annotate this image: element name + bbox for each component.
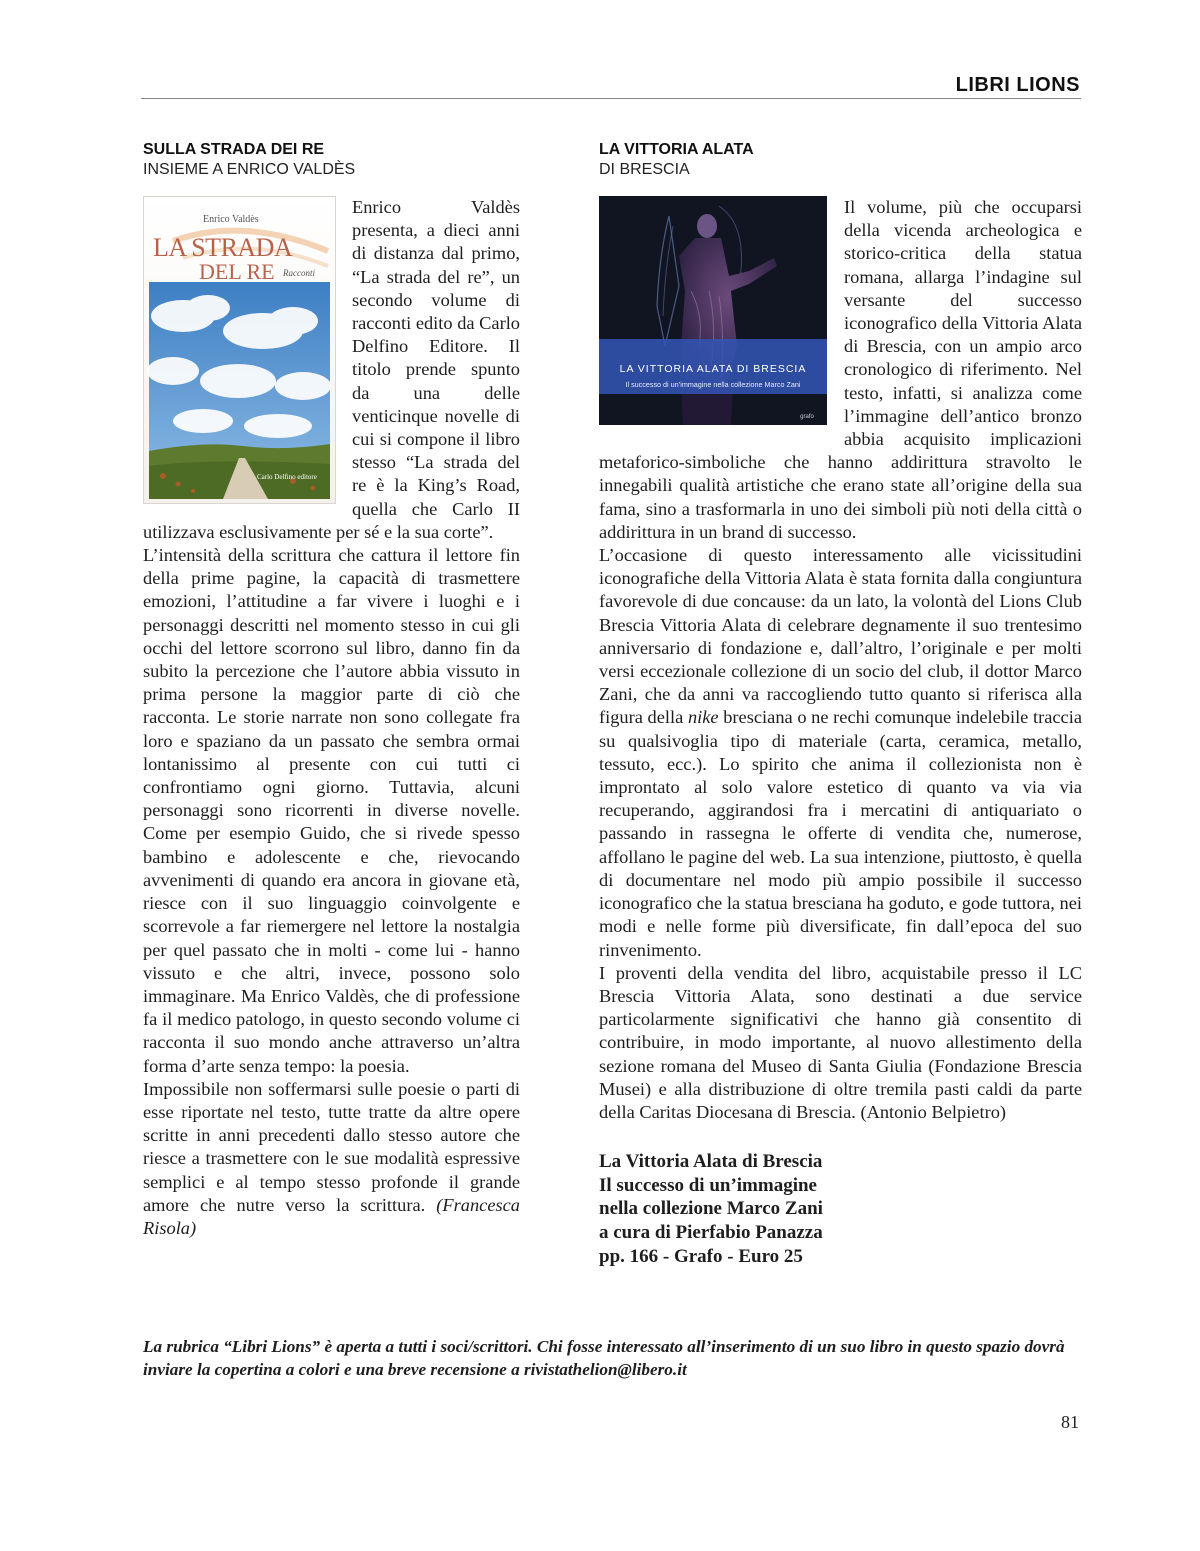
right-article-title: LA VITTORIA ALATA <box>599 141 754 158</box>
book-info-title: La Vittoria Alata di Brescia <box>599 1151 823 1173</box>
right-paragraph-2-a: L’occasione di questo interessamento alle vicissitudini iconografiche della Vittoria Alata è stata fornita dalla congiuntura favorevole di due concause: da un lato, la volontà del Lions Club Brescia Vittoria Alata di celebrare degnamente il suo trentesimo anniversario di fondazione e, dall’altro, l’originale e per molti versi eccezionale collezione di un socio del club, il dottor Marco Zani, che da anni va raccogliendo tutto quanto si riferisca alla figura della <box>599 545 1082 728</box>
cover-publisher: grafo <box>800 414 814 420</box>
left-article-title: SULLA STRADA DEI RE <box>143 141 325 158</box>
nike-term: nike <box>687 707 719 728</box>
right-paragraph-2-b: bresciana o ne rechi comunque indelebile traccia su qualsivoglia tipo di materiale (carta, ceramica, metallo, tessuto, ecc.). Lo spirito che anima il collezionista non è improntato al solo valore estetico di quanto va via via recuperando, aggirandosi fra i mercatini di antiquariato o passando in rassegna le offerte di vendita che, numerose, affollano le pagine del web. La sua intenzione, piuttosto, è quella di documentare nel modo più ampio possibile il successo iconografico che la statua bresciana ha goduto, e gode tuttora, nei modi e nelle forme più diversificate, fin dall’epoca del suo rinvenimento. <box>599 707 1082 960</box>
book-info <box>599 1150 1082 1268</box>
left-article <box>143 140 520 1240</box>
page-number: 81 <box>1061 1412 1079 1432</box>
left-article-subtitle: INSIEME A ENRICO VALDÈS <box>143 161 356 178</box>
cover-title-line2: DEL RE <box>199 259 275 284</box>
book-info-subtitle-1: Il successo di un’immagine <box>599 1174 817 1196</box>
cover-author: Enrico Valdès <box>203 214 259 225</box>
right-paragraph-3: I proventi della vendita del libro, acquistabile presso il LC Brescia Vittoria Alata, sono destinati a due service particolarmente significativi che hanno già consentito di contribuire, in modo importante, al nuovo allestimento della sezione romana del Museo di Santa Giulia (Fondazione Brescia Musei) e alla distribuzione di oltre tremila pasti caldi da parte della Caritas Diocesana di Brescia. (Antonio Belpietro) <box>599 962 1082 1122</box>
left-signature: (Francesca Risola) <box>143 1194 520 1238</box>
footer-note: La rubrica “Libri Lions” è aperta a tutti i soci/scrittori. Chi fosse interessato all’inserimento di un suo libro in questo spazio dovrà inviare la copertina a colori e una breve recensione a rivistathelion@libero.it <box>143 1337 1065 1379</box>
book-info-editor: a cura di Pierfabio Panazza <box>599 1221 823 1243</box>
left-article-body <box>143 196 520 1240</box>
right-paragraph-1: Il volume, più che occuparsi della vicenda archeologica e storico-critica della statua romana, allarga l’indagine sul versante del successo iconografico della Vittoria Alata di Brescia, con un ampio arco cronologico di riferimento. Nel testo, infatti, si analizza come l’immagine dell’antico bronzo abbia acquisito implicazioni metaforico-simboliche che hanno addirittura stravolto le innegabili qualità artistiche che erano state all’origine della sua fama, sino a trasformarla in uno dei simboli più noti della città o addirittura in un brand di successo. <box>599 197 1082 542</box>
book-cover-strada-del-re <box>143 196 336 504</box>
cover-title-line1: LA STRADA <box>153 233 293 262</box>
book-cover-vittoria-alata <box>599 196 827 425</box>
cover-series: Racconti <box>283 268 315 278</box>
cover-title: LA VITTORIA ALATA DI BRESCIA <box>619 363 807 375</box>
section-title: LIBRI LIONS <box>955 74 1080 96</box>
book-info-subtitle-2: nella collezione Marco Zani <box>599 1198 823 1220</box>
left-paragraph-3-text: Impossibile non soffermarsi sulle poesie o parti di esse riportate nel testo, tutte tratte da altre opere scritte in anni precedenti dallo stesso autore che riesce a trasmettere con le sue modalità espressive semplici e al tempo stesso profonde il grande amore che nutre verso la scrittura. <box>143 1078 520 1215</box>
left-paragraph-2: L’intensità della scrittura che cattura il lettore fin della prime pagine, la capacità di trasmettere emozioni, l’attitudine a far vivere i luoghi e i personaggi descritti nel momento stesso in cui gli occhi del lettore scorrono sul libro, danno fin da subito la percezione che l’autore abbia vissuto in prima persone la maggior parte di ciò che racconta. Le storie narrate non sono collegate fra loro e spaziano da un passato che sembra ormai lontanissimo al presente con cui tutti ci confrontiamo ogni giorno. Tuttavia, alcuni personaggi sono ricorrenti in diverse novelle. Come per esempio Guido, che si rivede spesso bambino e adolescente e che, rievocando avvenimenti di quando era ancora in giovane età, riesce con il suo linguaggio coinvolgente e scorrevole a far riemergere nel lettore la nostalgia per quel passato che in molti - come lui - hanno vissuto e che altri, invece, possono solo immaginare. Ma Enrico Valdès, che di professione fa il medico patologo, in questo secondo volume ci racconta il suo mondo anche attraverso un’altra forma d’arte senza tempo: la poesia. <box>143 545 520 1076</box>
left-paragraph-1: Enrico Valdès presenta, a dieci anni di distanza dal primo, “La strada del re”, un secondo volume di racconti edito da Carlo Delfino Editore. Il titolo prende spunto da una delle venticinque novelle di cui si compone il libro stesso “La strada del re è la King’s Road, quella che Carlo II utilizzava esclusivamente per sé e la sua corte”. <box>143 197 521 542</box>
right-paragraph-2 <box>599 544 1082 962</box>
right-article-subtitle: DI BRESCIA <box>599 161 690 178</box>
cover-publisher: Carlo Delfino editore <box>257 473 317 481</box>
book-info-details: pp. 166 - Grafo - Euro 25 <box>599 1245 803 1267</box>
right-article <box>599 140 1082 1268</box>
header-rule <box>141 98 1081 99</box>
right-article-body <box>599 196 1082 1124</box>
cover-subtitle: Il successo di un’immagine nella collezione Marco Zani <box>625 380 801 389</box>
left-paragraph-3 <box>143 1078 520 1240</box>
